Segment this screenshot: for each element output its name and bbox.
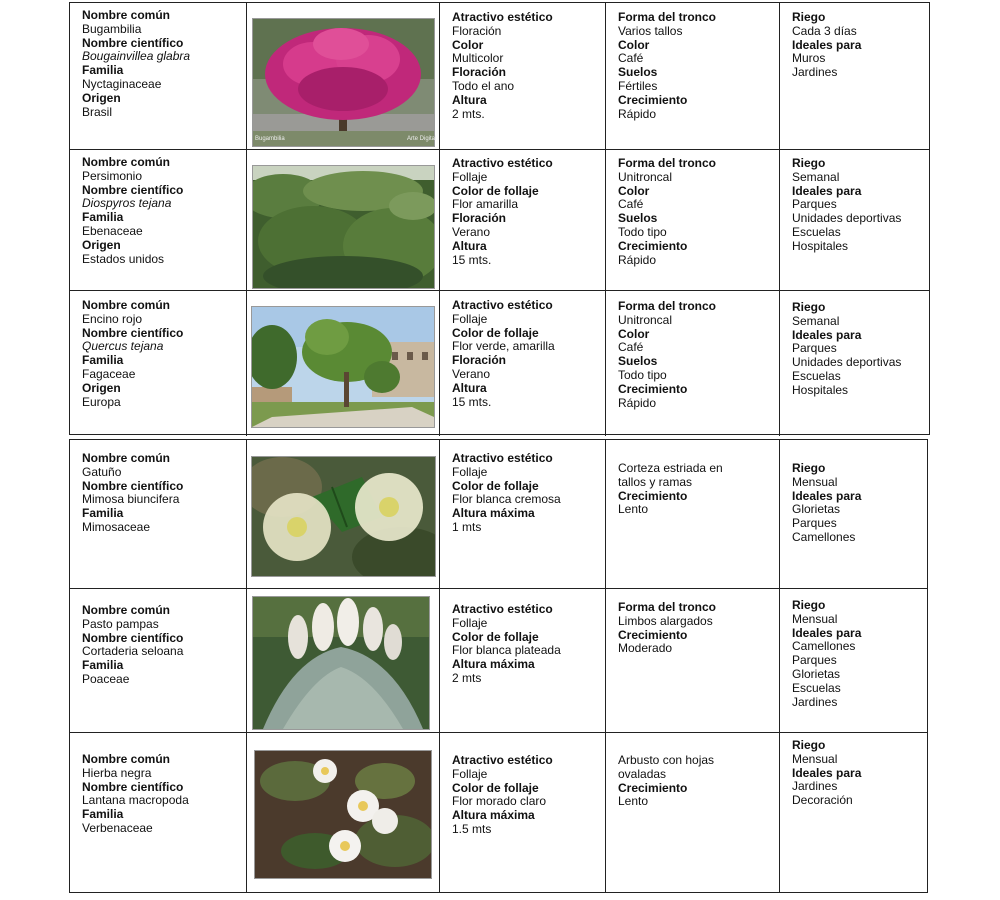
label-scientific-name: Nombre científico	[82, 779, 184, 794]
label-common-name: Nombre común	[82, 752, 171, 766]
value-family: Nyctaginaceae	[82, 76, 162, 91]
image-caption-right: Arte Digital	[407, 136, 437, 142]
value-common-name: Pasto pampas	[82, 616, 159, 631]
text-line: Altura	[452, 92, 487, 107]
text-line: tallos y ramas	[618, 474, 693, 489]
cell-image	[246, 440, 439, 588]
text-line: Suelos	[618, 354, 658, 369]
bougainvillea-photo-icon	[252, 18, 435, 147]
text-line: Forma del tronco	[618, 156, 717, 170]
text-block	[792, 599, 925, 709]
label-family: Familia	[82, 353, 124, 368]
text-line: Suelos	[618, 65, 658, 80]
text-line: Glorietas	[792, 666, 841, 681]
label-origin: Origen	[82, 90, 121, 105]
text-line: Parques	[792, 653, 837, 668]
value-family: Mimosaceae	[82, 519, 151, 534]
text-line: Camellones	[792, 639, 856, 654]
text-line: Jardines	[792, 779, 838, 794]
text-line: Verano	[452, 366, 491, 381]
text-line: Follaje	[452, 169, 488, 184]
text-block	[452, 157, 601, 267]
text-block	[618, 157, 775, 267]
plant-table-1	[69, 2, 930, 435]
text-line: Unidades deportivas	[792, 211, 902, 226]
text-line: Suelos	[618, 211, 658, 226]
label-scientific-name: Nombre científico	[82, 35, 184, 50]
table-row	[70, 732, 927, 892]
text-line: Altura máxima	[452, 657, 535, 672]
text-line: Ideales para	[792, 488, 862, 503]
text-line: Ideales para	[792, 327, 862, 342]
text-line: Floración	[452, 353, 507, 368]
text-line: Crecimiento	[618, 238, 688, 253]
cell-identification	[70, 150, 246, 290]
cell-image	[246, 291, 439, 436]
text-line: Moderado	[618, 641, 673, 656]
table-row	[70, 440, 927, 588]
text-line: Parques	[792, 516, 837, 531]
text-line: Follaje	[452, 615, 488, 630]
text-line: Rápido	[618, 395, 657, 410]
text-block	[82, 299, 242, 409]
text-block	[82, 604, 242, 687]
text-line: Parques	[792, 197, 837, 212]
text-line: Ideales para	[792, 183, 862, 198]
value-family: Poaceae	[82, 671, 130, 686]
text-block	[792, 301, 927, 398]
label-origin: Origen	[82, 380, 121, 395]
text-line: Fértiles	[618, 78, 658, 93]
value-origin: Brasil	[82, 104, 113, 119]
value-common-name: Encino rojo	[82, 311, 143, 326]
value-scientific-name: Bougainvillea glabra	[82, 49, 191, 64]
text-line: Parques	[792, 341, 837, 356]
label-family: Familia	[82, 807, 124, 822]
text-line: Muros	[792, 51, 826, 66]
text-line: Atractivo estético	[452, 753, 553, 767]
label-origin: Origen	[82, 237, 121, 252]
text-line: Follaje	[452, 766, 488, 781]
text-line: Rápido	[618, 252, 657, 267]
label-scientific-name: Nombre científico	[82, 630, 184, 645]
text-line: Lento	[618, 502, 649, 517]
text-line: Color	[618, 326, 650, 341]
text-block	[792, 157, 927, 254]
persimmon-foliage-photo-icon	[252, 165, 435, 289]
text-block	[792, 739, 925, 808]
label-common-name: Nombre común	[82, 298, 171, 312]
text-line: Forma del tronco	[618, 10, 717, 24]
text-line: Mensual	[792, 751, 838, 766]
text-block	[82, 753, 242, 836]
plant-table-2	[69, 439, 928, 893]
text-line: Hospitales	[792, 238, 849, 253]
cell-aesthetics	[439, 733, 605, 892]
value-family: Ebenaceae	[82, 223, 143, 238]
cell-trunk	[605, 150, 779, 290]
text-line: Atractivo estético	[452, 156, 553, 170]
cell-identification	[70, 3, 246, 149]
text-line: Todo tipo	[618, 224, 667, 239]
image-caption-left: Bugambilia	[255, 136, 285, 142]
text-line: Limbos alargados	[618, 613, 713, 628]
text-line: Floración	[452, 23, 502, 38]
value-scientific-name: Quercus tejana	[82, 339, 164, 354]
text-line: Arbusto con hojas	[618, 753, 715, 767]
text-block	[792, 11, 927, 80]
text-line: 2 mts.	[452, 106, 485, 121]
text-line: Altura máxima	[452, 506, 535, 521]
cell-trunk	[605, 3, 779, 149]
text-line: Ideales para	[792, 765, 862, 780]
text-line: Todo tipo	[618, 367, 667, 382]
text-line: Escuelas	[792, 224, 841, 239]
cell-aesthetics	[439, 3, 605, 149]
label-scientific-name: Nombre científico	[82, 182, 184, 197]
text-line: Floración	[452, 65, 507, 80]
text-line: Unidades deportivas	[792, 355, 902, 370]
text-line: Atractivo estético	[452, 298, 553, 312]
text-line: Hospitales	[792, 382, 849, 397]
text-line: Jardines	[792, 65, 838, 80]
text-line: Crecimiento	[618, 627, 688, 642]
text-line: Corteza estriada en	[618, 461, 723, 475]
cell-aesthetics	[439, 589, 605, 732]
text-line: Color	[618, 37, 650, 52]
text-block	[618, 11, 775, 121]
value-family: Fagaceae	[82, 366, 136, 381]
label-family: Familia	[82, 506, 124, 521]
text-line: Flor verde, amarilla	[452, 339, 555, 354]
cell-care	[779, 440, 929, 588]
text-block	[452, 299, 601, 409]
text-line: Follaje	[452, 464, 488, 479]
text-line: Riego	[792, 598, 826, 612]
text-line: 15 mts.	[452, 252, 492, 267]
text-line: Riego	[792, 461, 826, 475]
label-common-name: Nombre común	[82, 8, 171, 22]
text-line: Riego	[792, 10, 826, 24]
label-family: Familia	[82, 210, 124, 225]
text-block	[618, 462, 775, 517]
text-line: Mensual	[792, 474, 838, 489]
table-row	[70, 290, 929, 436]
text-line: Semanal	[792, 169, 840, 184]
table-row	[70, 3, 929, 149]
text-line: Color de follaje	[452, 629, 539, 644]
cell-identification	[70, 291, 246, 436]
text-block	[618, 754, 775, 809]
text-line: Altura	[452, 238, 487, 253]
text-line: Forma del tronco	[618, 600, 717, 614]
text-line: Unitroncal	[618, 169, 673, 184]
text-line: Color	[618, 183, 650, 198]
pampas-grass-photo-icon	[252, 596, 430, 730]
text-line: 15 mts.	[452, 394, 492, 409]
label-family: Familia	[82, 658, 124, 673]
text-block	[452, 452, 601, 535]
cell-image	[246, 733, 439, 892]
text-line: Altura máxima	[452, 808, 535, 823]
text-line: Lento	[618, 794, 649, 809]
text-line: Glorietas	[792, 502, 841, 517]
text-line: 1 mts	[452, 519, 482, 534]
cell-identification	[70, 440, 246, 588]
text-line: Atractivo estético	[452, 10, 553, 24]
cell-image	[246, 3, 439, 149]
text-line: Altura	[452, 380, 487, 395]
text-line: Color de follaje	[452, 478, 539, 493]
text-line: Escuelas	[792, 680, 841, 695]
value-common-name: Persimonio	[82, 168, 143, 183]
text-block	[452, 11, 601, 121]
text-line: 1.5 mts	[452, 821, 492, 836]
text-line: Color de follaje	[452, 780, 539, 795]
text-line: Decoración	[792, 793, 853, 808]
cell-trunk	[605, 440, 779, 588]
text-line: Riego	[792, 156, 826, 170]
text-line: Crecimiento	[618, 488, 688, 503]
text-line: Atractivo estético	[452, 602, 553, 616]
value-origin: Estados unidos	[82, 251, 165, 266]
text-line: Color de follaje	[452, 183, 539, 198]
text-line: Ideales para	[792, 37, 862, 52]
cell-identification	[70, 733, 246, 892]
text-block	[792, 462, 925, 545]
text-line: Crecimiento	[618, 780, 688, 795]
cell-care	[779, 3, 931, 149]
text-line: Riego	[792, 300, 826, 314]
label-scientific-name: Nombre científico	[82, 478, 184, 493]
text-line: Flor blanca cremosa	[452, 492, 561, 507]
value-family: Verbenaceae	[82, 820, 153, 835]
text-line: Rápido	[618, 106, 657, 121]
value-common-name: Gatuño	[82, 464, 122, 479]
text-line: Crecimiento	[618, 92, 688, 107]
text-line: Escuelas	[792, 368, 841, 383]
table-row	[70, 149, 929, 290]
label-family: Familia	[82, 63, 124, 78]
cell-care	[779, 589, 929, 732]
value-scientific-name: Lantana macropoda	[82, 793, 189, 808]
cell-image	[246, 150, 439, 290]
text-line: Flor amarilla	[452, 197, 519, 212]
text-line: Multicolor	[452, 51, 504, 66]
cell-trunk	[605, 291, 779, 436]
value-origin: Europa	[82, 394, 121, 409]
text-line: Café	[618, 51, 644, 66]
text-line: Unitroncal	[618, 312, 673, 327]
value-common-name: Bugambilia	[82, 21, 142, 36]
text-line: 2 mts	[452, 670, 482, 685]
text-line: ovaladas	[618, 766, 667, 781]
cell-identification	[70, 589, 246, 732]
text-line: Color de follaje	[452, 325, 539, 340]
text-line: Ideales para	[792, 625, 862, 640]
cell-image	[246, 589, 439, 732]
lantana-flower-photo-icon	[254, 750, 432, 879]
text-block	[618, 601, 775, 656]
text-line: Floración	[452, 211, 507, 226]
text-line: Café	[618, 197, 644, 212]
value-scientific-name: Cortaderia seloana	[82, 644, 184, 659]
cell-care	[779, 291, 931, 436]
text-block	[82, 9, 242, 119]
text-line: Café	[618, 340, 644, 355]
cell-aesthetics	[439, 150, 605, 290]
label-common-name: Nombre común	[82, 603, 171, 617]
cell-trunk	[605, 733, 779, 892]
text-line: Atractivo estético	[452, 451, 553, 465]
value-common-name: Hierba negra	[82, 765, 152, 780]
cell-care	[779, 150, 931, 290]
text-block	[618, 300, 775, 410]
text-line: Verano	[452, 224, 491, 239]
text-line: Jardines	[792, 694, 838, 709]
value-scientific-name: Mimosa biuncifera	[82, 492, 180, 507]
text-line: Color	[452, 37, 484, 52]
cell-aesthetics	[439, 291, 605, 436]
text-line: Follaje	[452, 311, 488, 326]
text-line: Flor blanca plateada	[452, 643, 561, 658]
label-scientific-name: Nombre científico	[82, 325, 184, 340]
oak-tree-campus-photo-icon	[251, 306, 435, 428]
text-line: Forma del tronco	[618, 299, 717, 313]
text-block	[82, 452, 242, 535]
text-line: Camellones	[792, 529, 856, 544]
text-line: Flor morado claro	[452, 794, 547, 809]
text-line: Riego	[792, 738, 826, 752]
text-line: Crecimiento	[618, 381, 688, 396]
text-line: Semanal	[792, 313, 840, 328]
text-line: Todo el ano	[452, 78, 515, 93]
cell-trunk	[605, 589, 779, 732]
text-line: Varios tallos	[618, 23, 683, 38]
text-block	[452, 754, 601, 837]
text-line: Mensual	[792, 611, 838, 626]
label-common-name: Nombre común	[82, 155, 171, 169]
table-row	[70, 588, 927, 732]
label-common-name: Nombre común	[82, 451, 171, 465]
mimosa-flower-photo-icon	[251, 456, 436, 577]
text-block	[82, 156, 242, 266]
cell-aesthetics	[439, 440, 605, 588]
value-scientific-name: Diospyros tejana	[82, 196, 172, 211]
cell-care	[779, 733, 929, 892]
text-block	[452, 603, 601, 686]
text-line: Cada 3 días	[792, 23, 857, 38]
